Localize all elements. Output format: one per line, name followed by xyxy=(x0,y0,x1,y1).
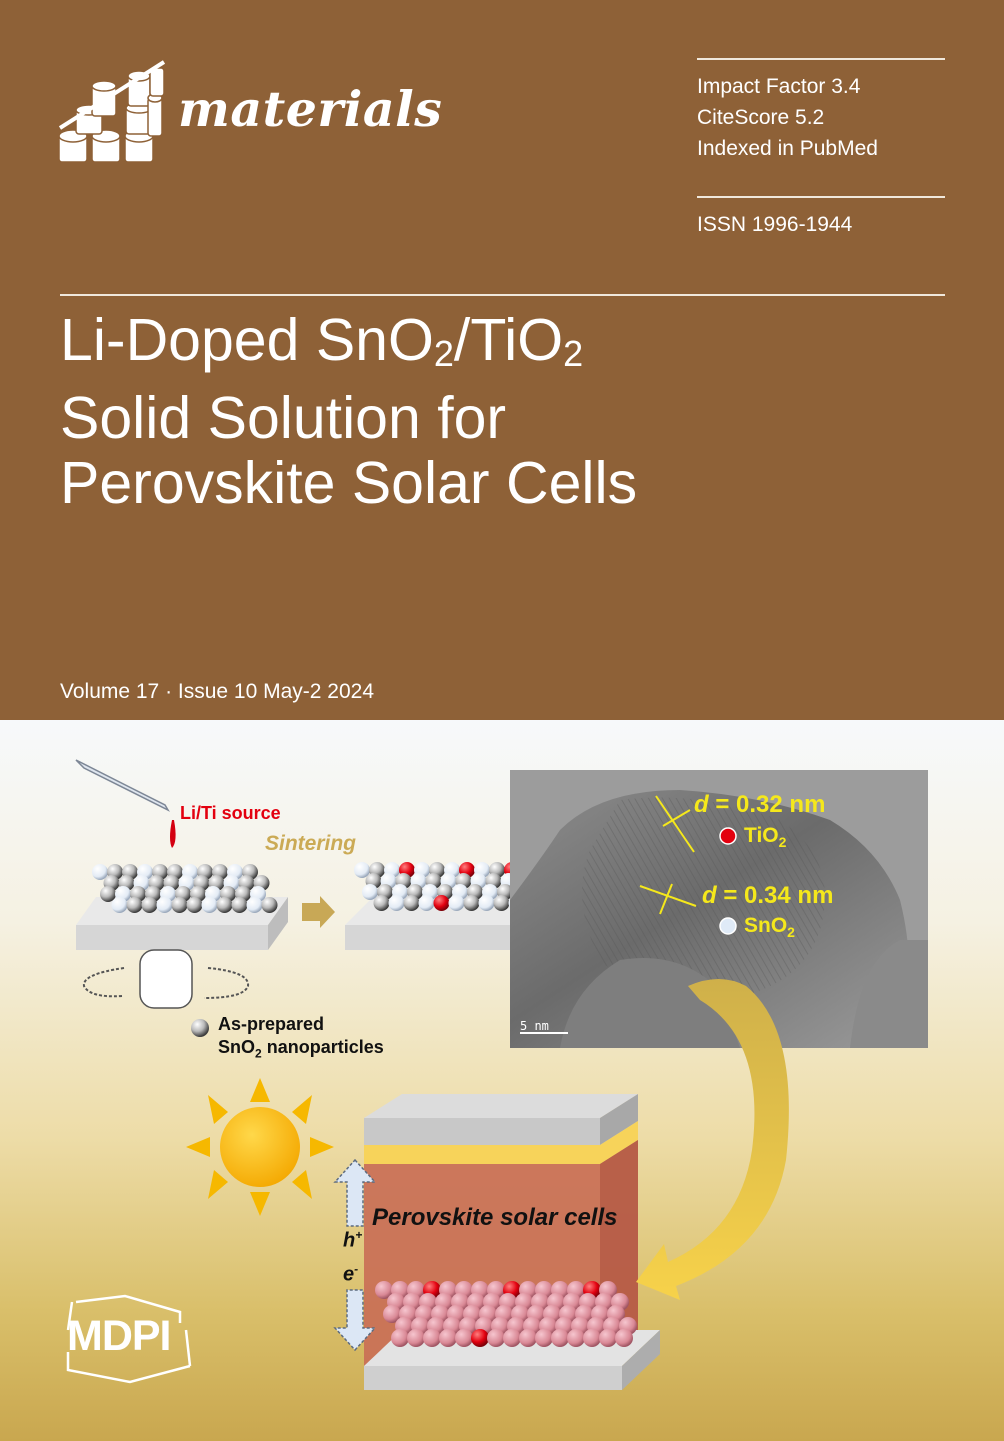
droplet-icon xyxy=(170,820,176,848)
process-arrow-icon xyxy=(302,896,335,928)
tio2-spacing-label: d = 0.32 nm xyxy=(694,791,826,818)
nanoparticle xyxy=(404,895,420,911)
sno2-spacing-label: d = 0.34 nm xyxy=(702,882,834,909)
issue-info: Volume 17 · Issue 10 May-2 2024 xyxy=(60,680,375,703)
nanoparticle xyxy=(419,895,435,911)
nanoparticle xyxy=(217,897,233,913)
nanoparticle xyxy=(391,1329,409,1347)
title-line-3: Perovskite Solar Cells xyxy=(60,450,638,516)
journal-name: materials xyxy=(178,80,443,138)
nanoparticle xyxy=(439,1329,457,1347)
nanoparticle xyxy=(519,1329,537,1347)
nanoparticle xyxy=(583,1329,601,1347)
nanoparticle xyxy=(127,897,143,913)
nanoparticle xyxy=(172,897,188,913)
nanoparticle xyxy=(599,1329,617,1347)
nanoparticle xyxy=(449,895,465,911)
nanoparticle-legend xyxy=(218,1013,384,1066)
nanoparticle xyxy=(157,897,173,913)
nanoparticle xyxy=(423,1329,441,1347)
indexing-info: Indexed in PubMed xyxy=(697,137,878,160)
meta-divider-top xyxy=(697,58,945,60)
nanoparticle xyxy=(551,1329,569,1347)
device-label: Perovskite solar cells xyxy=(372,1204,618,1231)
impact-factor: Impact Factor 3.4 xyxy=(697,75,861,98)
nanoparticle xyxy=(407,1329,425,1347)
article-title xyxy=(60,308,637,516)
tio2-phase-label: TiO$_2$ xyxy=(744,824,787,851)
nanoparticle xyxy=(471,1329,489,1347)
nanoparticle xyxy=(389,895,405,911)
legend-line-1: As-prepared xyxy=(218,1014,325,1034)
nanoparticle xyxy=(374,895,390,911)
nanoparticle xyxy=(535,1329,553,1347)
sintering-label: Sintering xyxy=(265,832,357,855)
title-line-1: Li-Doped SnO$_2$/TiO$_2$ xyxy=(60,307,584,374)
nanoparticle xyxy=(455,1329,473,1347)
legend-line-2: SnO$_2$ nanoparticles xyxy=(218,1037,384,1061)
nanoparticle xyxy=(262,897,278,913)
nanoparticle-cluster-left xyxy=(92,864,278,913)
sno2-legend-dot-icon xyxy=(191,1019,209,1037)
meta-divider-middle xyxy=(697,196,945,198)
citescore: CiteScore 5.2 xyxy=(697,106,825,129)
nanoparticle xyxy=(112,897,128,913)
nanoparticle xyxy=(247,897,263,913)
nanoparticle xyxy=(142,897,158,913)
nanoparticle xyxy=(567,1329,585,1347)
electron-label: e- xyxy=(343,1262,359,1286)
nanoparticle xyxy=(202,897,218,913)
nanoparticle xyxy=(487,1329,505,1347)
hole-label: h+ xyxy=(343,1228,363,1252)
nanoparticle xyxy=(615,1329,633,1347)
scale-bar-label: 5 nm xyxy=(520,1019,549,1033)
li-ti-source-label: Li/Ti source xyxy=(180,803,281,823)
publisher-name: MDPI xyxy=(67,1312,171,1360)
issn: ISSN 1996-1944 xyxy=(697,213,853,236)
sno2-phase-label: SnO$_2$ xyxy=(744,914,795,941)
nanoparticle xyxy=(232,897,248,913)
nanoparticle xyxy=(494,895,510,911)
nanoparticle xyxy=(479,895,495,911)
title-divider xyxy=(60,294,945,296)
substrate-left xyxy=(76,897,288,1008)
title-line-2: Solid Solution for xyxy=(60,385,507,451)
nanoparticle xyxy=(434,895,450,911)
nanoparticle-cluster-device xyxy=(375,1281,637,1347)
sun-icon xyxy=(186,1078,334,1216)
nanoparticle xyxy=(464,895,480,911)
nanoparticle xyxy=(503,1329,521,1347)
nanoparticle xyxy=(187,897,203,913)
pipette-icon xyxy=(76,760,168,810)
